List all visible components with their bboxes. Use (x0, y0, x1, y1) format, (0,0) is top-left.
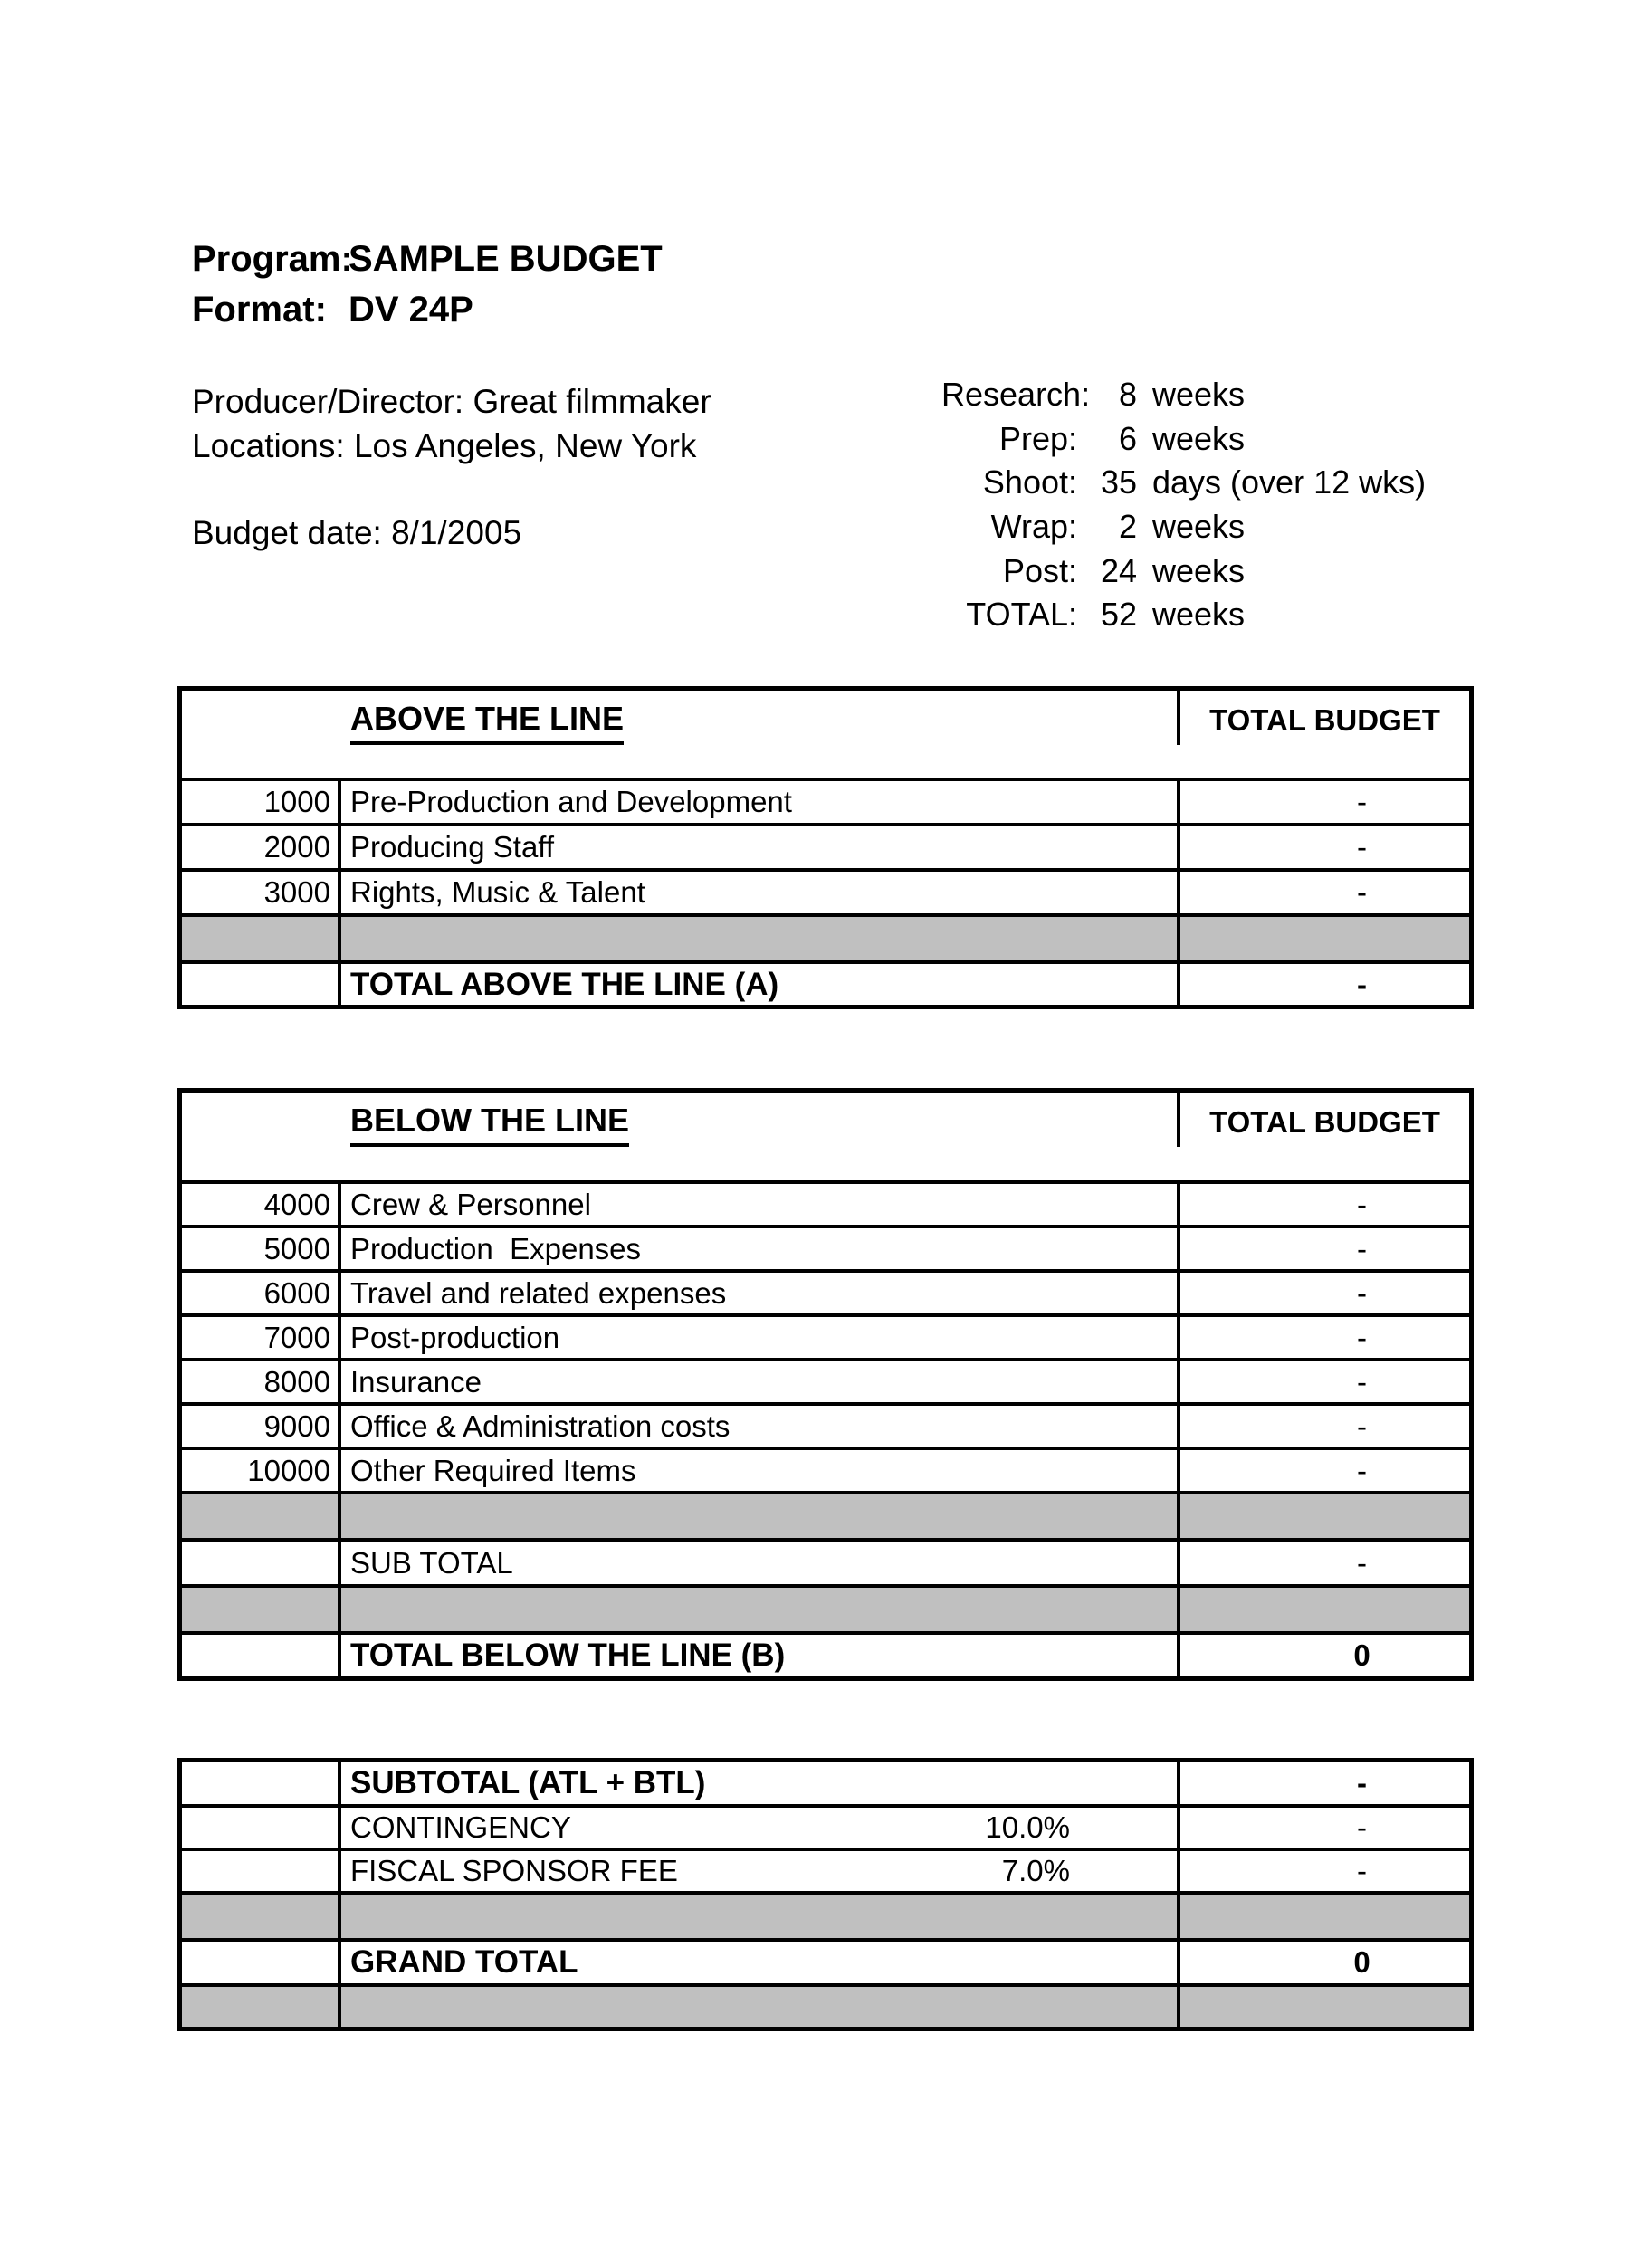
total-label-cell (341, 1635, 1180, 1676)
shaded-spacer-row (182, 1584, 1469, 1631)
below-the-line-title: BELOW THE LINE (350, 1102, 629, 1147)
schedule-unit: days (over 12 wks) (1152, 463, 1427, 501)
shaded-spacer-row (182, 913, 1469, 960)
account-code-cell: 6000 (182, 1273, 341, 1313)
summary-label-cell (341, 1851, 1180, 1891)
account-code-cell: 7000 (182, 1317, 341, 1358)
category-label: Production Expenses (350, 1231, 642, 1265)
contingency-percent: 10.0% (985, 1810, 1070, 1844)
spacer-cell (1180, 1987, 1469, 2027)
category-label: Rights, Music & Talent (350, 875, 645, 909)
amount-cell: - (1357, 1408, 1367, 1443)
total-below-label: TOTAL BELOW THE LINE (B) (350, 1638, 786, 1673)
amount-cell: - (1357, 1453, 1367, 1487)
summary-label-cell (341, 1762, 1180, 1804)
table-row (182, 1225, 1469, 1269)
table-row (182, 868, 1469, 913)
locations-line: Locations: Los Angeles, New York (192, 427, 697, 464)
schedule-value: 2 (1118, 508, 1137, 546)
table-row (182, 1313, 1469, 1358)
schedule-unit: weeks (1152, 508, 1246, 546)
shaded-spacer-row (182, 1983, 1469, 2027)
spacer-cell (1180, 917, 1469, 960)
total-budget-header: TOTAL BUDGET (1209, 1105, 1440, 1139)
contingency-label: CONTINGENCY (350, 1810, 571, 1844)
shaded-spacer-row (182, 1491, 1469, 1538)
table-row (182, 778, 1469, 823)
category-cell (341, 1406, 1180, 1447)
account-code-cell (182, 1762, 341, 1804)
category-cell (341, 1184, 1180, 1225)
category-label: Office & Administration costs (350, 1408, 731, 1443)
total-above-label: TOTAL ABOVE THE LINE (A) (350, 966, 779, 1002)
subtotal-amount-cell: - (1357, 1545, 1367, 1580)
category-cell (341, 1317, 1180, 1358)
table-row (182, 1358, 1469, 1402)
schedule-label: Research: (941, 376, 1091, 414)
grand-total-label-cell (341, 1942, 1180, 1983)
fiscal-sponsor-fee-label: FISCAL SPONSOR FEE (350, 1854, 678, 1887)
spacer-cell (182, 1987, 341, 2027)
category-label: Pre-Production and Development (350, 785, 792, 818)
subtotal-atl-btl-label: SUBTOTAL (ATL + BTL) (350, 1765, 706, 1800)
grand-total-label: GRAND TOTAL (350, 1944, 578, 1980)
below-the-line-table (177, 1088, 1474, 1681)
account-code-cell (182, 1851, 341, 1891)
category-label: Post-production (350, 1320, 560, 1354)
account-code-cell: 2000 (182, 826, 341, 868)
spacer-cell (182, 1494, 341, 1538)
schedule-value: 52 (1100, 596, 1137, 634)
category-cell (341, 1361, 1180, 1402)
amount-cell: - (1357, 1275, 1367, 1310)
category-label: Producing Staff (350, 830, 555, 864)
table-row (182, 823, 1469, 868)
schedule-value: 8 (1118, 376, 1137, 414)
account-code-cell (182, 1542, 341, 1584)
category-cell (341, 1450, 1180, 1491)
total-amount-cell: 0 (1353, 1638, 1370, 1672)
schedule-label: Post: (1002, 551, 1077, 589)
above-the-line-title: ABOVE THE LINE (350, 700, 624, 745)
schedule-label: Prep: (998, 419, 1077, 457)
schedule-value: 24 (1100, 551, 1137, 589)
spacer-cell (341, 1588, 1180, 1631)
category-cell (341, 1273, 1180, 1313)
table-row (182, 1402, 1469, 1447)
total-below-row (182, 1631, 1469, 1676)
grand-total-amount-cell: 0 (1353, 1945, 1370, 1979)
schedule-row-total (941, 593, 1426, 637)
producer-director-line: Producer/Director: Great filmmaker (192, 383, 711, 420)
budget-header-cell (1180, 1093, 1469, 1140)
amount-cell: - (1357, 785, 1367, 818)
format-value: DV 24P (349, 290, 473, 329)
amount-cell: - (1357, 1854, 1367, 1887)
section-title-cell (341, 691, 1180, 745)
total-label-cell (341, 964, 1180, 1005)
table-row (182, 1180, 1469, 1225)
category-cell (341, 826, 1180, 868)
account-code-cell: 3000 (182, 872, 341, 913)
spacer-cell (1180, 1494, 1469, 1538)
schedule-unit: weeks (1152, 376, 1246, 414)
program-line (192, 234, 663, 284)
category-label: Other Required Items (350, 1453, 636, 1487)
account-code-cell: 1000 (182, 781, 341, 823)
spacer-cell (182, 1895, 341, 1938)
table-row (182, 1269, 1469, 1313)
spacer-cell (341, 1494, 1180, 1538)
section-title-cell (341, 1093, 1180, 1147)
schedule-unit: weeks (1152, 596, 1246, 634)
subtotal-row (182, 1538, 1469, 1584)
budget-header-cell (1180, 691, 1469, 738)
below-header-row (182, 1093, 1469, 1180)
grand-total-row (182, 1938, 1469, 1983)
spacer-cell (341, 1895, 1180, 1938)
account-code-cell: 4000 (182, 1184, 341, 1225)
schedule-row-research (941, 373, 1426, 417)
subtotal-label: SUB TOTAL (350, 1545, 513, 1580)
schedule-block (941, 373, 1426, 637)
total-above-row (182, 960, 1469, 1005)
above-the-line-table (177, 686, 1474, 1009)
category-label: Insurance (350, 1364, 482, 1399)
spacer-cell (182, 917, 341, 960)
schedule-label: Wrap: (990, 508, 1077, 546)
schedule-row-post (941, 549, 1426, 593)
amount-cell: - (1357, 830, 1367, 864)
category-cell (341, 872, 1180, 913)
schedule-unit: weeks (1152, 551, 1246, 589)
spacer-cell (341, 1987, 1180, 2027)
format-label: Format: (192, 290, 327, 329)
amount-cell: - (1357, 1766, 1367, 1800)
total-budget-header: TOTAL BUDGET (1209, 703, 1440, 737)
schedule-unit: weeks (1152, 419, 1246, 457)
budget-date-line: Budget date: 8/1/2005 (192, 514, 522, 551)
schedule-row-wrap (941, 505, 1426, 549)
amount-cell: - (1357, 1320, 1367, 1354)
contingency-row (182, 1804, 1469, 1848)
spacer-cell (341, 917, 1180, 960)
amount-cell: - (1357, 1187, 1367, 1221)
total-amount-cell: - (1357, 967, 1367, 1001)
account-code-cell (182, 1808, 341, 1848)
fiscal-sponsor-fee-percent: 7.0% (1001, 1854, 1070, 1887)
fiscal-sponsor-fee-row (182, 1848, 1469, 1891)
account-code-cell (182, 1635, 341, 1676)
summary-label-cell (341, 1808, 1180, 1848)
above-header-row (182, 691, 1469, 778)
schedule-label: TOTAL: (966, 596, 1077, 634)
schedule-row-shoot (941, 461, 1426, 505)
account-code-cell (182, 1942, 341, 1983)
spacer-cell (1180, 1895, 1469, 1938)
subtotal-label-cell (341, 1542, 1180, 1584)
category-label: Crew & Personnel (350, 1187, 591, 1221)
account-code-cell: 9000 (182, 1406, 341, 1447)
account-code-cell (182, 964, 341, 1005)
program-label: Program: (192, 239, 353, 279)
account-code-cell: 10000 (182, 1450, 341, 1491)
subtotal-atl-btl-row (182, 1762, 1469, 1804)
category-cell (341, 1228, 1180, 1269)
schedule-row-prep (941, 417, 1426, 462)
program-value: SAMPLE BUDGET (349, 239, 663, 279)
amount-cell: - (1357, 1810, 1367, 1844)
amount-cell: - (1357, 1231, 1367, 1265)
account-code-cell: 8000 (182, 1361, 341, 1402)
format-line (192, 284, 663, 335)
amount-cell: - (1357, 875, 1367, 909)
shaded-spacer-row (182, 1891, 1469, 1938)
summary-table (177, 1758, 1474, 2031)
amount-cell: - (1357, 1364, 1367, 1399)
schedule-label: Shoot: (982, 463, 1077, 501)
category-label: Travel and related expenses (350, 1275, 727, 1310)
account-code-cell: 5000 (182, 1228, 341, 1269)
schedule-value: 35 (1100, 463, 1137, 501)
table-row (182, 1447, 1469, 1491)
title-block (192, 234, 663, 335)
spacer-cell (1180, 1588, 1469, 1631)
category-cell (341, 781, 1180, 823)
spacer-cell (182, 1588, 341, 1631)
schedule-value: 6 (1118, 419, 1137, 457)
